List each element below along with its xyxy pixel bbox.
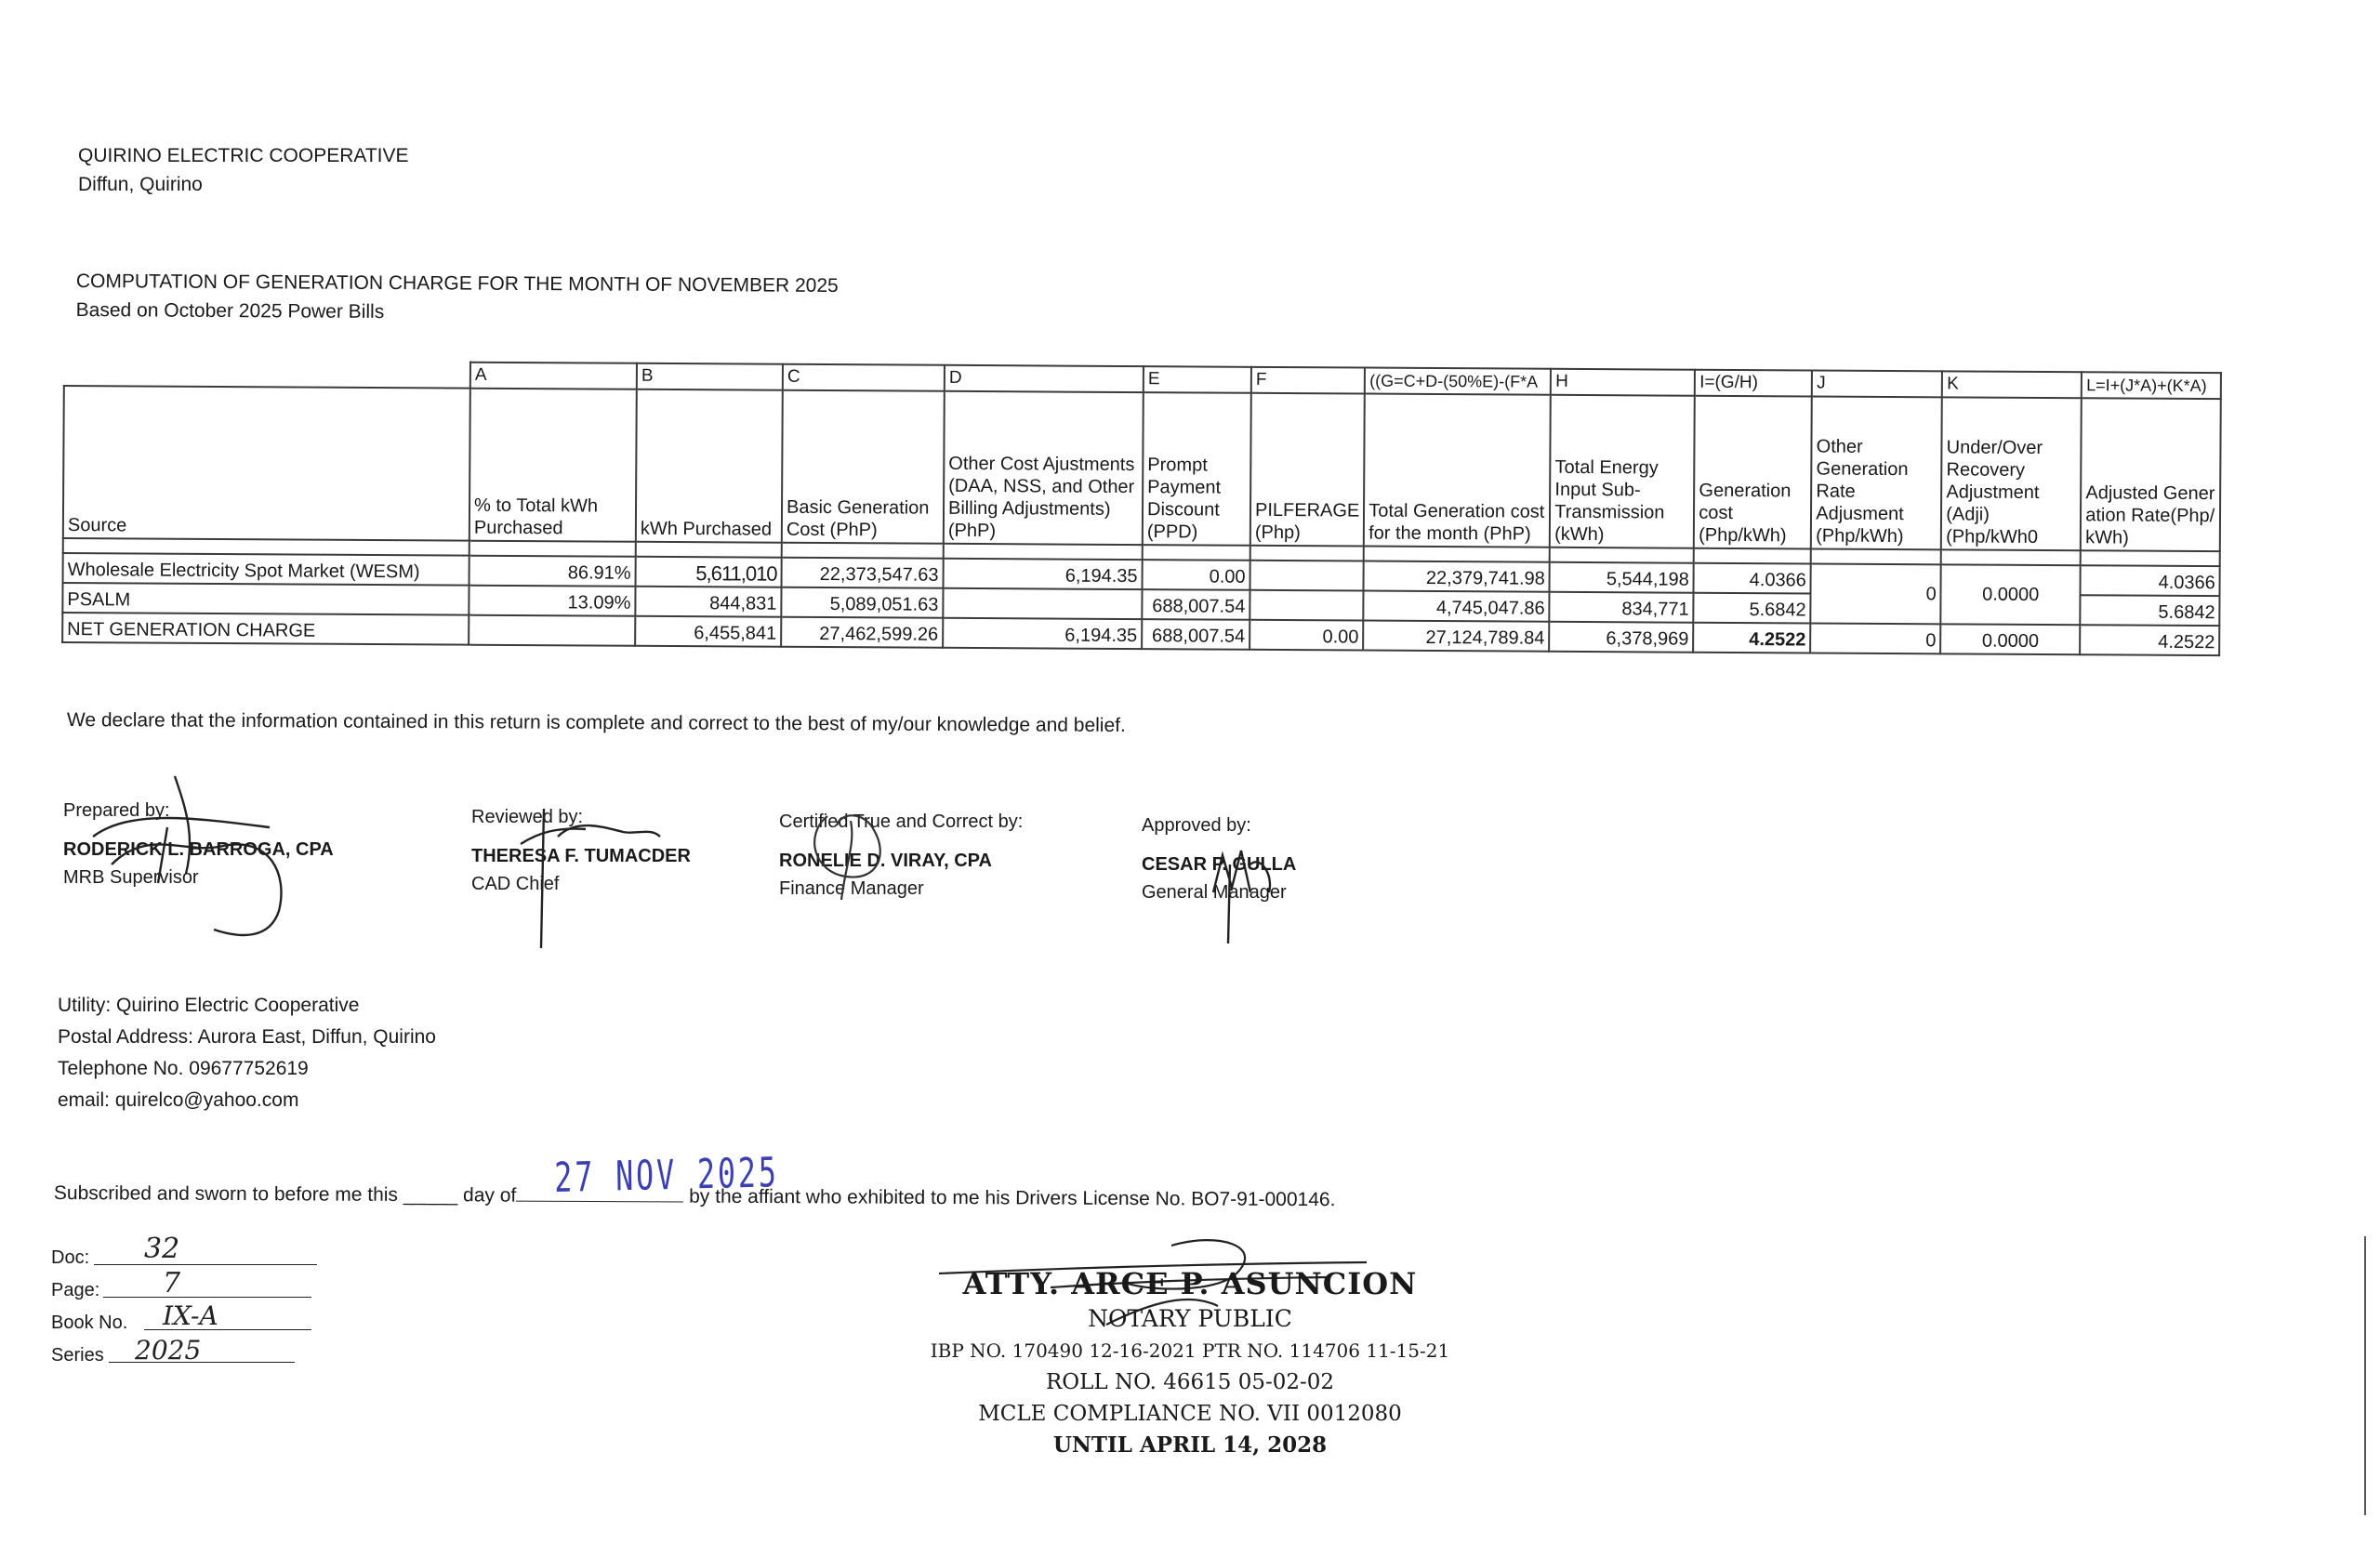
document-title-block <box>76 267 839 329</box>
net-pilferage: 0.00 <box>1250 620 1363 651</box>
row-pct: 13.09% <box>469 586 635 616</box>
docket-entries <box>51 1233 218 1372</box>
row-energy: 834,771 <box>1550 592 1694 623</box>
date-stamp: 27 NOV 2025 <box>554 1149 780 1202</box>
header-adjusted-generation-rate: Adjusted Generation Rate(Php/kWh) <box>2081 398 2221 551</box>
utility-telephone: Telephone No. 09677752619 <box>58 1058 309 1079</box>
docket-page-value: 7 <box>163 1267 181 1300</box>
signatory-role: Reviewed by: <box>471 807 584 827</box>
utility-info <box>58 990 436 1116</box>
docket-book-value: IX-A <box>163 1300 218 1331</box>
notary-title: NOTARY PUBLIC <box>1088 1305 1292 1332</box>
merged-other-gen-rate: 0 <box>1811 563 1941 624</box>
signatory-title: MRB Supervisor <box>63 867 199 888</box>
net-kwh: 6,455,841 <box>635 616 781 647</box>
column-header-row <box>63 386 2221 551</box>
net-adjusted: 4.2522 <box>2080 625 2219 655</box>
signatory-name: CESAR P. GULLA <box>1142 854 1297 875</box>
signature-scribble-prepared <box>56 772 298 939</box>
net-basic-cost: 27,462,599.26 <box>781 617 943 648</box>
docket-series: Series 2025 <box>51 1339 127 1372</box>
header-other-generation-rate: Other Generation Rate Adjusment (Php/kWh) <box>1811 396 1942 549</box>
signatory-role: Prepared by: <box>63 800 170 821</box>
row-gen-cost: 4.0366 <box>1694 563 1811 594</box>
row-source: Wholesale Electricity Spot Market (WESM) <box>63 553 469 586</box>
notary-block <box>930 1264 1450 1461</box>
net-ppd: 688,007.54 <box>1142 619 1250 650</box>
signatory-name: RONELIE D. VIRAY, CPA <box>779 851 992 871</box>
col-letter-c: C <box>783 364 945 391</box>
header-pct-total-kwh: % to Total kWh Purchased <box>469 389 637 542</box>
signatory-role: Certified True and Correct by: <box>779 811 1024 832</box>
signature-scribble-certified <box>800 798 911 909</box>
col-letter-b: B <box>637 363 783 390</box>
notary-roll: ROLL NO. 46615 05-02-02 <box>1045 1370 1335 1394</box>
header-source: Source <box>63 386 470 541</box>
org-name: QUIRINO ELECTRIC COOPERATIVE <box>78 145 409 166</box>
net-under-over: 0.0000 <box>1940 624 2080 654</box>
oath-blank: _____ <box>403 1183 458 1207</box>
docket-series-value: 2025 <box>135 1335 202 1366</box>
oath-before: Subscribed and sworn to before me this <box>53 1182 399 1206</box>
net-total-gen: 27,124,789.84 <box>1363 621 1549 652</box>
header-under-over-recovery: Under/Over Recovery Adjustment (Adji) (Php/kWh0 <box>1941 397 2082 550</box>
header-generation-cost: Generation cost (Php/kWh) <box>1694 396 1812 549</box>
row-adjusted: 5.6842 <box>2081 595 2220 626</box>
row-basic-cost: 22,373,547.63 <box>782 558 944 588</box>
notary-mcle: MCLE COMPLIANCE NO. VII 0012080 <box>978 1402 1402 1426</box>
row-pilferage <box>1250 561 1364 591</box>
header-pilferage: PILFERAGE (Php) <box>1250 393 1365 547</box>
header-total-energy-input: Total Energy Input Sub-Transmission (kWh) <box>1550 395 1695 548</box>
row-ppd: 0.00 <box>1143 560 1250 590</box>
utility-name: Utility: Quirino Electric Cooperative <box>58 995 360 1016</box>
signatory-role: Approved by: <box>1142 815 1251 836</box>
col-letter-i: I=(G/H) <box>1695 370 1812 397</box>
notary-ibp: IBP NO. 170490 12-16-2021 PTR NO. 114706 11-15-21 <box>930 1339 1450 1362</box>
scan-edge-line <box>2364 1236 2366 1515</box>
notary-until: UNTIL APRIL 14, 2028 <box>1052 1432 1328 1458</box>
col-letter-l: L=I+(J*A)+(K*A) <box>2082 372 2221 399</box>
docket-doc: Doc: 32 <box>51 1242 127 1274</box>
row-total-gen: 22,379,741.98 <box>1364 561 1550 592</box>
row-gen-cost: 5.6842 <box>1694 593 1811 624</box>
merged-under-over: 0.0000 <box>1941 564 2081 625</box>
col-letter-f: F <box>1251 367 1365 394</box>
row-other-cost: 6,194.35 <box>944 559 1143 589</box>
docket-book: Book No. IX-A <box>51 1307 127 1339</box>
header-other-cost-adjustments: Other Cost Ajustments (DAA, NSS, and Other Billing Adjustments) (PhP) <box>944 391 1144 545</box>
signatory-title: Finance Manager <box>779 878 924 899</box>
net-source: NET GENERATION CHARGE <box>62 613 469 645</box>
oath-after: by the affiant who exhibited to me his Drivers License No. BO7-91-000146. <box>689 1185 1336 1211</box>
header-kwh-purchased: kWh Purchased <box>636 389 783 543</box>
net-energy: 6,378,969 <box>1549 622 1693 653</box>
oath-day-of: day of <box>463 1184 517 1207</box>
signatory-title: CAD Chief <box>471 874 560 894</box>
signature-scribble-approved <box>1195 837 1297 948</box>
col-letter-d: D <box>945 365 1144 392</box>
signatory-title: General Manager <box>1142 882 1287 903</box>
signature-scribble-reviewed <box>502 799 669 957</box>
col-letter-a: A <box>470 363 637 389</box>
row-source: PSALM <box>62 583 469 615</box>
header-basic-generation-cost: Basic Generation Cost (PhP) <box>782 390 945 544</box>
net-gen-cost: 4.2522 <box>1693 623 1810 653</box>
row-ppd: 688,007.54 <box>1142 589 1250 620</box>
declaration-text: We declare that the information contained in this return is complete and correct to the best of my/our knowledge and belief. <box>66 709 1126 736</box>
net-pct <box>469 615 635 646</box>
org-header <box>78 141 409 199</box>
blank-cell <box>64 360 470 389</box>
generation-charge-table <box>61 359 2222 656</box>
row-pct: 86.91% <box>469 556 636 587</box>
row-kwh: 844,831 <box>635 587 781 617</box>
row-other-cost <box>943 588 1142 619</box>
row-basic-cost: 5,089,051.63 <box>781 587 943 618</box>
net-other-gen-rate: 0 <box>1810 623 1940 653</box>
net-other-cost: 6,194.35 <box>943 618 1142 649</box>
header-prompt-payment-discount: Prompt Payment Discount (PPD) <box>1143 392 1251 546</box>
col-letter-g: ((G=C+D-(50%E)-(F*A <box>1365 368 1551 395</box>
col-letter-k: K <box>1942 371 2082 398</box>
docket-page: Page: 7 <box>51 1274 127 1307</box>
document-subtitle: Based on October 2025 Power Bills <box>75 298 385 323</box>
header-total-generation-cost: Total Generation cost for the month (PhP) <box>1364 394 1551 548</box>
signatory-name: THERESA F. TUMACDER <box>471 846 691 866</box>
col-letter-h: H <box>1551 369 1695 396</box>
col-letter-j: J <box>1812 370 1942 397</box>
notary-name: ATTY. ARCE P. ASUNCION <box>962 1266 1418 1301</box>
utility-address: Postal Address: Aurora East, Diffun, Quirino <box>58 1026 436 1048</box>
org-location: Diffun, Quirino <box>78 174 203 195</box>
utility-email: email: quirelco@yahoo.com <box>58 1089 299 1111</box>
docket-doc-value: 32 <box>144 1233 180 1265</box>
row-total-gen: 4,745,047.86 <box>1364 591 1550 622</box>
row-adjusted: 4.0366 <box>2081 565 2220 596</box>
row-energy: 5,544,198 <box>1550 562 1694 593</box>
row-pilferage <box>1250 590 1363 621</box>
row-kwh: 5,611,010 <box>636 557 782 587</box>
signatory-name: RODERICK L. BARROGA, CPA <box>63 839 334 860</box>
document-title: COMPUTATION OF GENERATION CHARGE FOR THE MONTH OF NOVEMBER 2025 <box>75 270 839 297</box>
col-letter-e: E <box>1144 366 1251 393</box>
